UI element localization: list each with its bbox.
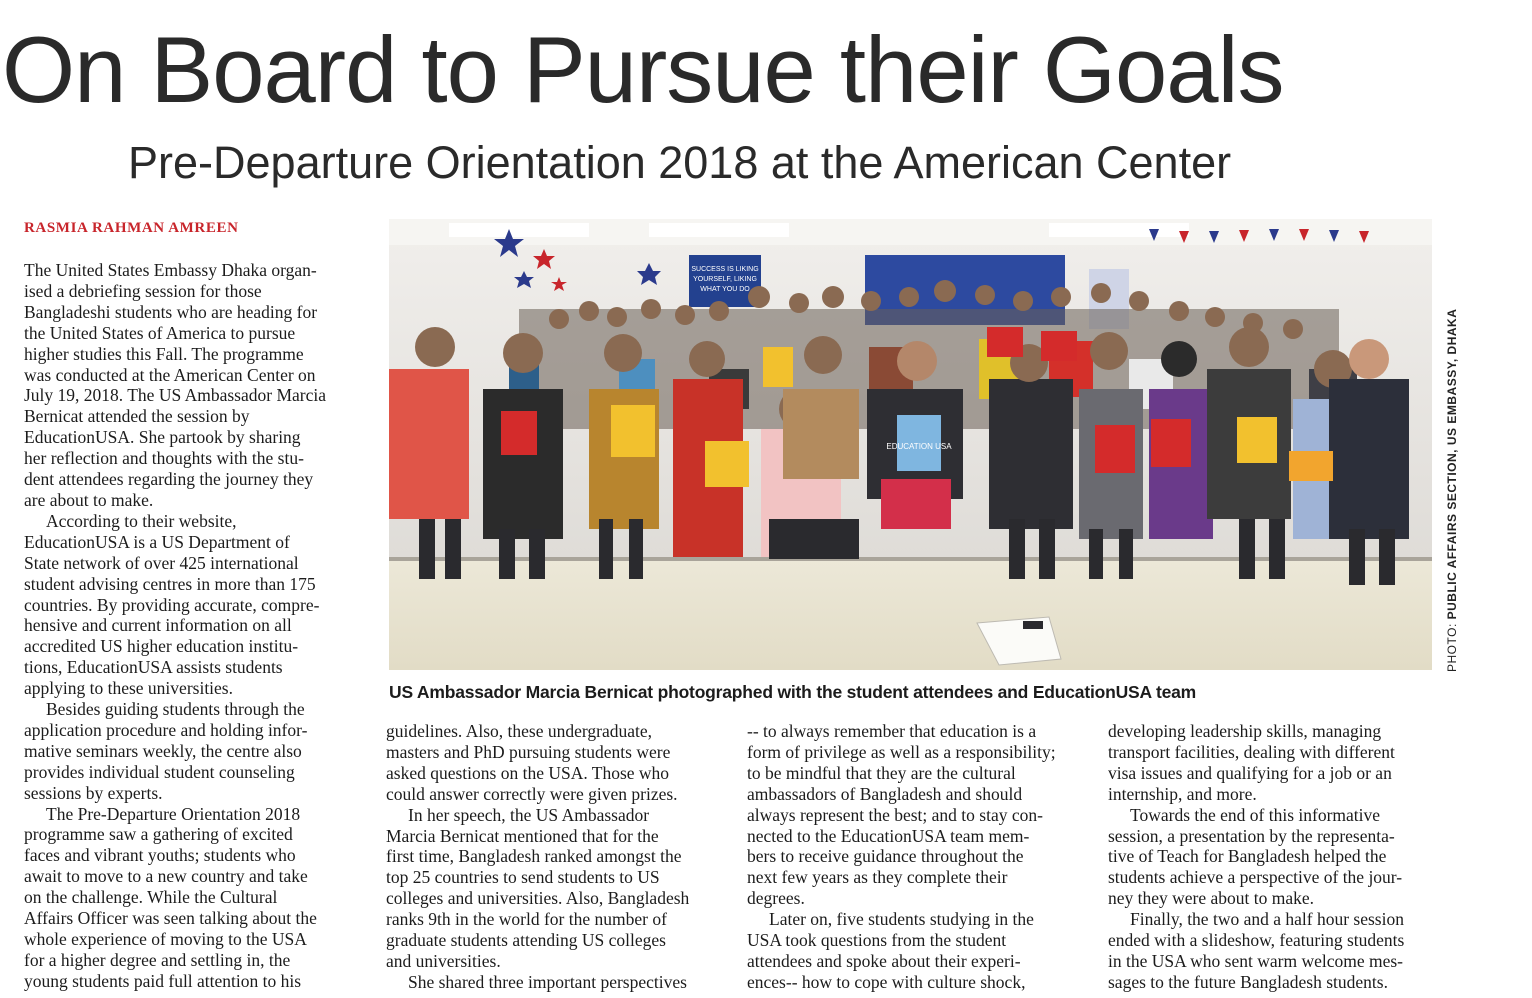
col2-line: ranks 9th in the world for the number of (386, 909, 667, 930)
body-column-3 (747, 721, 1091, 993)
col2-line: and universities. (386, 950, 501, 971)
col1-line: July 19, 2018. The US Ambassador Marcia (24, 385, 327, 406)
col2-line: guidelines. Also, these undergraduate, (386, 721, 653, 741)
col1-line: EducationUSA is a US Department of (24, 531, 290, 552)
byline: RASMIA RAHMAN AMREEN (24, 220, 239, 236)
col1-line: Affairs Officer was seen talking about the (24, 908, 317, 929)
col2-line: colleges and universities. Also, Bangladesh (386, 888, 690, 909)
col1-line: Bangladeshi students who are heading for (24, 301, 318, 322)
col3-line: form of privilege as well as a responsibility; (747, 741, 1056, 762)
col4-line: Towards the end of this informative (1130, 804, 1381, 825)
subheadline: Pre-Departure Orientation 2018 at the American Center (128, 137, 1232, 188)
col3-line: to be mindful that they are the cultural (747, 762, 1016, 783)
col3-line: attendees and spoke about their experi- (747, 950, 1021, 971)
col3-line: ambassadors of Bangladesh and should (747, 783, 1023, 804)
headline: On Board to Pursue their Goals (2, 17, 1284, 122)
col1-line: faces and vibrant youths; students who (24, 845, 296, 866)
col4-line: students achieve a perspective of the jour- (1108, 867, 1403, 888)
col3-line: Later on, five students studying in the (769, 909, 1034, 930)
col1-line: application procedure and holding infor- (24, 719, 308, 740)
col4-line: ney they were about to make. (1108, 888, 1315, 909)
col2-line: could answer correctly were given prizes. (386, 783, 678, 804)
col1-line: for a higher degree and settling in, the (24, 949, 291, 970)
col1-line: student advising centres in more than 175 (24, 573, 316, 594)
col1-line: hensive and current information on all (24, 615, 292, 636)
col1-line: According to their website, (46, 510, 237, 531)
col2-line: She shared three important perspectives (408, 971, 687, 992)
col1-line: young students paid full attention to his (24, 970, 302, 991)
col1-line: The United States Embassy Dhaka organ- (24, 260, 317, 280)
col1-line: Bernicat attended the session by (24, 406, 250, 427)
col1-line: State network of over 425 international (24, 552, 299, 573)
col1-line: await to move to a new country and take (24, 866, 308, 887)
col1-line: accredited US higher education institu- (24, 636, 299, 657)
col3-line: always represent the best; and to stay con- (747, 804, 1043, 825)
col1-line: mative seminars weekly, the centre also (24, 740, 302, 761)
col1-line: tions, EducationUSA assists students (24, 657, 283, 678)
svg-text:YOURSELF, LIKING: YOURSELF, LIKING (693, 276, 757, 283)
col1-line: The Pre-Departure Orientation 2018 (46, 803, 301, 824)
folder-label: EDUCATION USA (886, 442, 952, 451)
col4-line: visa issues and qualifying for a job or an (1108, 762, 1392, 783)
col4-line: internship, and more. (1108, 783, 1257, 804)
col1-line: are about to make. (24, 489, 154, 510)
col1-line: was conducted at the American Center on (24, 364, 316, 385)
col4-line: tive of Teach for Bangladesh helped the (1108, 846, 1387, 867)
col4-line: Finally, the two and a half hour session (1130, 909, 1404, 930)
col1-line: her reflection and thoughts with the stu- (24, 448, 304, 469)
col2-line: graduate students attending US colleges (386, 930, 666, 951)
col4-line: transport facilities, dealing with different (1108, 741, 1395, 762)
col4-line: developing leadership skills, managing (1108, 721, 1382, 741)
col3-line: USA took questions from the student (747, 930, 1007, 951)
col4-line: sages to the future Bangladesh students. (1108, 971, 1388, 992)
body-column-4 (1108, 721, 1458, 993)
col2-line: asked questions on the USA. Those who (386, 762, 670, 783)
group-photo (389, 219, 1432, 670)
col3-line: nected to the EducationUSA team mem- (747, 825, 1030, 846)
col2-line: first time, Bangladesh ranked amongst the (386, 846, 682, 867)
body-column-1 (24, 260, 368, 992)
col3-line: next few years as they complete their (747, 867, 1008, 888)
col4-line: ended with a slideshow, featuring students (1108, 930, 1405, 951)
col1-line: on the challenge. While the Cultural (24, 887, 278, 908)
col1-line: programme saw a gathering of excited (24, 824, 293, 845)
col2-line: In her speech, the US Ambassador (408, 804, 650, 825)
banner-text: SUCCESS IS LIKING (691, 266, 759, 273)
col1-line: EducationUSA. She partook by sharing (24, 427, 301, 448)
svg-text:WHAT YOU DO: WHAT YOU DO (700, 286, 750, 293)
col1-line: Besides guiding students through the (46, 699, 305, 720)
photo-credit: PHOTO: PUBLIC AFFAIRS SECTION, US EMBASSY, DHAKA (1445, 308, 1459, 672)
col1-line: higher studies this Fall. The programme (24, 343, 304, 364)
col1-line: dent attendees regarding the journey they (24, 469, 314, 490)
col1-line: ised a debriefing session for those (24, 280, 262, 301)
col3-line: bers to receive guidance throughout the (747, 846, 1024, 867)
col2-line: Marcia Bernicat mentioned that for the (386, 825, 659, 846)
col3-line: ences-- how to cope with culture shock, (747, 971, 1026, 992)
col3-line: degrees. (747, 888, 805, 909)
col1-line: countries. By providing accurate, compre- (24, 594, 320, 615)
col1-line: the United States of America to pursue (24, 322, 296, 343)
col2-line: top 25 countries to send students to US (386, 867, 660, 888)
col1-line: whole experience of moving to the USA (24, 929, 307, 949)
col1-line: sessions by experts. (24, 782, 163, 803)
photo-caption: US Ambassador Marcia Bernicat photographed with the student attendees and EducationUSA team (389, 682, 1197, 702)
col4-line: in the USA who sent warm welcome mes- (1108, 950, 1404, 971)
col2-line: masters and PhD pursuing students were (386, 741, 671, 762)
group-photo-illustration (389, 219, 1432, 670)
col4-line: session, a presentation by the representa- (1108, 825, 1395, 846)
col3-line: -- to always remember that education is a (747, 721, 1037, 741)
body-column-2 (386, 721, 730, 993)
col1-line: applying to these universities. (24, 678, 233, 699)
col1-line: provides individual student counseling (24, 761, 295, 782)
